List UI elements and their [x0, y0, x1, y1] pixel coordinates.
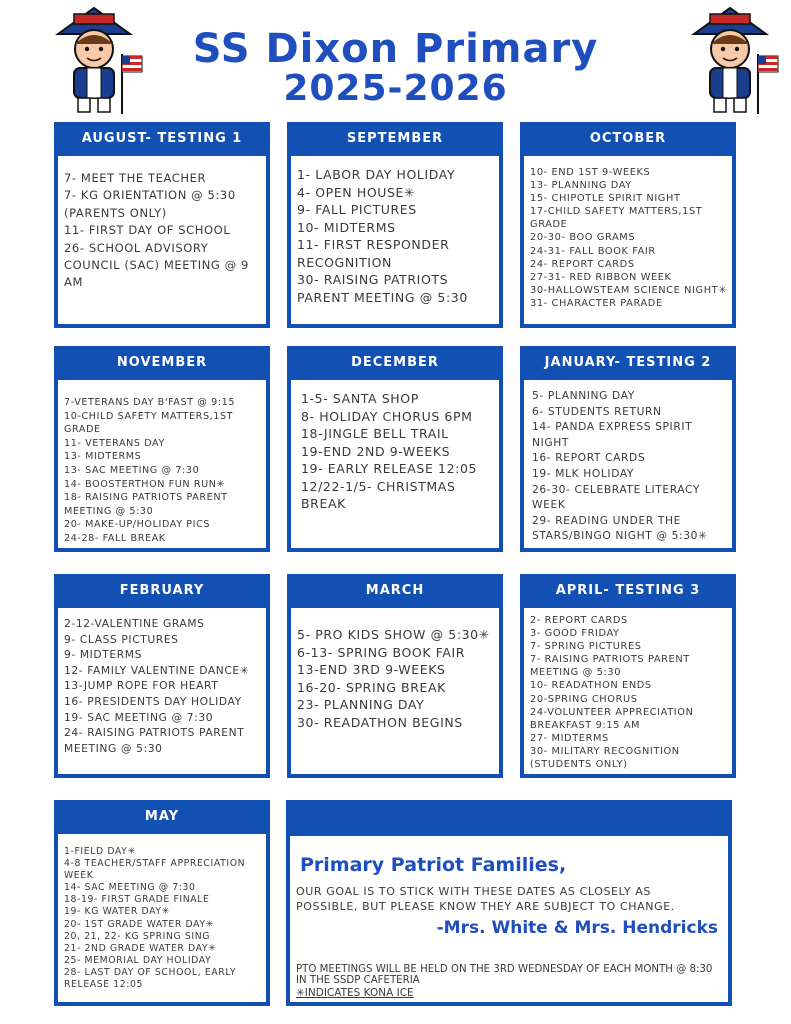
list-item: 6-13- SPRING BOOK FAIR — [297, 644, 466, 660]
list-item: 13-END 3RD 9-WEEKS — [297, 662, 446, 677]
list-item: 19- MLK HOLIDAY — [532, 466, 635, 480]
note-greeting: Primary Patriot Families, — [300, 854, 567, 876]
list-item: 6- STUDENTS RETURN — [532, 404, 662, 418]
list-item: 25- MEMORIAL DAY HOLIDAY — [64, 954, 212, 966]
list-item: 7- SPRING PICTURES — [530, 641, 642, 653]
month-title: MARCH — [287, 574, 503, 608]
patriot-mascot-right-icon — [680, 4, 780, 116]
month-title: FEBRUARY — [54, 574, 270, 608]
list-item: 24-31- FALL BOOK FAIR — [530, 245, 656, 257]
month-card-january — [520, 346, 736, 552]
month-title: APRIL- TESTING 3 — [520, 574, 736, 608]
list-item: 2- REPORT CARDS — [530, 615, 628, 626]
note-message: OUR GOAL IS TO STICK WITH THESE DATES AS CLOSELY AS POSSIBLE, BUT PLEASE KNOW THEY ARE SUBJECT TO CHANGE. — [296, 885, 675, 913]
event-list — [297, 166, 495, 306]
list-item: 24-28- FALL BREAK — [64, 532, 166, 544]
list-item: 26-30- CELEBRATE LITERACY WEEK — [532, 482, 701, 512]
list-item: 20-30- BOO GRAMS — [530, 232, 636, 244]
list-item: 20- 1ST GRADE WATER DAY✳ — [64, 918, 215, 930]
list-item: 5- PRO KIDS SHOW @ 5:30✳ — [297, 627, 490, 642]
list-item: 14- BOOSTERTHON FUN RUN✳ — [64, 478, 226, 490]
list-item: 30- RAISING PATRIOTS PARENT MEETING @ 5:30 — [297, 272, 468, 305]
list-item: 10- END 1ST 9-WEEKS — [530, 167, 651, 178]
month-title: MAY — [54, 800, 270, 834]
list-item: 16- REPORT CARDS — [532, 451, 646, 465]
event-list — [64, 170, 262, 292]
list-item: 10- MIDTERMS — [297, 219, 396, 235]
list-item: 1-5- SANTA SHOP — [301, 391, 419, 406]
list-item: 24-VOLUNTEER APPRECIATION BREAKFAST 9:15 AM — [530, 706, 694, 731]
list-item: 21- 2ND GRADE WATER DAY✳ — [64, 942, 217, 954]
month-card-march — [287, 574, 503, 778]
month-card-may — [54, 800, 270, 1006]
list-item: 9- MIDTERMS — [64, 648, 142, 662]
list-item: 26- SCHOOL ADVISORY COUNCIL (SAC) MEETING @ 9 AM — [64, 240, 249, 290]
school-year: 2025-2026 — [283, 68, 508, 109]
list-item: 9- CLASS PICTURES — [64, 632, 179, 646]
list-item: 30- MILITARY RECOGNITION (STUDENTS ONLY) — [530, 745, 680, 771]
month-card-february — [54, 574, 270, 778]
event-list — [530, 614, 728, 771]
month-title: JANUARY- TESTING 2 — [520, 346, 736, 380]
month-card-august — [54, 122, 270, 328]
list-item: 19- KG WATER DAY✳ — [64, 906, 170, 918]
list-item: 16- PRESIDENTS DAY HOLIDAY — [64, 694, 242, 708]
list-item: 11- FIRST DAY OF SCHOOL — [64, 223, 231, 238]
patriot-mascot-left-icon — [44, 4, 144, 116]
list-item: 31- CHARACTER PARADE — [530, 297, 663, 309]
list-item: 19- SAC MEETING @ 7:30 — [64, 710, 214, 724]
event-list — [530, 166, 728, 310]
event-list — [532, 388, 728, 544]
list-item: 14- PANDA EXPRESS SPIRIT NIGHT — [532, 420, 693, 449]
list-item: 11- FIRST RESPONDER RECOGNITION — [297, 237, 450, 270]
list-item: 13-JUMP ROPE FOR HEART — [64, 679, 219, 693]
list-item: 27- MIDTERMS — [530, 732, 609, 744]
list-item: 4-8 TEACHER/STAFF APPRECIATION WEEK — [64, 858, 246, 882]
list-item: 30- READATHON BEGINS — [297, 714, 463, 730]
kona-ice-legend: ✳INDICATES KONA ICE — [296, 987, 414, 999]
pto-info: PTO MEETINGS WILL BE HELD ON THE 3RD WEDNESDAY OF EACH MONTH @ 8:30 IN THE SSDP CAFETERIA — [296, 964, 713, 986]
list-item: 10-CHILD SAFETY MATTERS,1ST GRADE — [64, 410, 234, 436]
list-item: 7- RAISING PATRIOTS PARENT MEETING @ 5:30 — [530, 654, 690, 679]
page-title: SS Dixon Primary — [192, 26, 599, 72]
list-item: 29- READING UNDER THE STARS/BINGO NIGHT @ 5:30✳ — [532, 513, 708, 543]
list-item: 27-31- RED RIBBON WEEK — [530, 271, 672, 283]
list-item: 9- FALL PICTURES — [297, 202, 417, 217]
list-item: 19-END 2ND 9-WEEKS — [301, 443, 451, 459]
list-item: 17-CHILD SAFETY MATTERS,1ST GRADE — [530, 206, 703, 231]
list-item: 10- READATHON ENDS — [530, 680, 652, 692]
month-title: DECEMBER — [287, 346, 503, 380]
month-title: OCTOBER — [520, 122, 736, 156]
list-item: 18- RAISING PATRIOTS PARENT MEETING @ 5:30 — [64, 492, 228, 517]
list-item: 28- LAST DAY OF SCHOOL, EARLY RELEASE 12:05 — [64, 966, 237, 991]
list-item: 18-19- FIRST GRADE FINALE — [64, 894, 210, 906]
month-title: SEPTEMBER — [287, 122, 503, 156]
list-item: 30-HALLOWSTEAM SCIENCE NIGHT✳ — [530, 284, 728, 296]
list-item: 20-SPRING CHORUS — [530, 693, 638, 705]
month-title: NOVEMBER — [54, 346, 270, 380]
list-item: 12- FAMILY VALENTINE DANCE✳ — [64, 663, 250, 677]
list-item: 7- MEET THE TEACHER — [64, 171, 207, 185]
family-note — [286, 800, 732, 1006]
list-item: 1-FIELD DAY✳ — [64, 846, 136, 857]
list-item: 7- KG ORIENTATION @ 5:30 (PARENTS ONLY) — [64, 188, 236, 220]
list-item: 7-VETERANS DAY B'FAST @ 9:15 — [64, 397, 236, 408]
list-item: 24- RAISING PATRIOTS PARENT MEETING @ 5:30 — [64, 726, 245, 755]
list-item: 19- EARLY RELEASE 12:05 — [301, 461, 478, 476]
list-item: 12/22-1/5- CHRISTMAS BREAK — [301, 478, 456, 511]
list-item: 14- SAC MEETING @ 7:30 — [64, 882, 196, 894]
list-item: 13- MIDTERMS — [64, 451, 142, 463]
list-item: 20- MAKE-UP/HOLIDAY PICS — [64, 519, 211, 531]
list-item: 2-12-VALENTINE GRAMS — [64, 617, 205, 630]
month-card-october — [520, 122, 736, 328]
event-list — [297, 626, 495, 731]
list-item: 4- OPEN HOUSE✳ — [297, 184, 416, 200]
list-item: 15- CHIPOTLE SPIRIT NIGHT — [530, 193, 681, 205]
event-list — [301, 390, 495, 513]
list-item: 18-JINGLE BELL TRAIL — [301, 426, 449, 441]
list-item: 16-20- SPRING BREAK — [297, 679, 446, 695]
list-item: 1- LABOR DAY HOLIDAY — [297, 167, 456, 182]
event-list — [64, 846, 262, 991]
list-item: 11- VETERANS DAY — [64, 437, 165, 449]
list-item: 3- GOOD FRIDAY — [530, 628, 620, 640]
list-item: 13- SAC MEETING @ 7:30 — [64, 464, 200, 476]
list-item: 24- REPORT CARDS — [530, 258, 635, 270]
month-card-november — [54, 346, 270, 552]
list-item: 5- PLANNING DAY — [532, 389, 635, 402]
event-list — [64, 396, 262, 546]
month-title: AUGUST- TESTING 1 — [54, 122, 270, 156]
month-card-september — [287, 122, 503, 328]
event-list — [64, 616, 262, 756]
list-item: 23- PLANNING DAY — [297, 697, 425, 712]
list-item: 13- PLANNING DAY — [530, 180, 632, 192]
month-card-april — [520, 574, 736, 778]
list-item: 8- HOLIDAY CHORUS 6PM — [301, 408, 473, 424]
note-signature: -Mrs. White & Mrs. Hendricks — [436, 918, 718, 938]
month-card-december — [287, 346, 503, 552]
list-item: 20, 21, 22- KG SPRING SING — [64, 930, 211, 942]
